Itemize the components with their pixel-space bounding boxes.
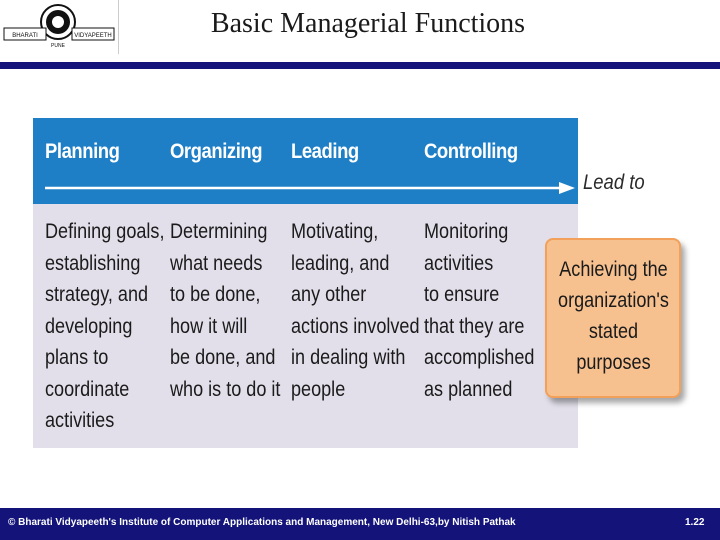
page-number: 1.22 (685, 517, 705, 528)
goal-box (545, 238, 681, 398)
lead-to-arrow (45, 182, 575, 194)
functions-header-band (33, 118, 578, 204)
goal-text (547, 254, 679, 378)
goal-text-content: Achieving the organization's stated purposes (557, 258, 669, 374)
function-desc-controlling: Monitoring activities to ensure that they are accomplished as planned (424, 220, 535, 401)
institute-logo (0, 0, 119, 54)
footer-copyright: © Bharati Vidyapeeth's Institute of Computer Applications and Management, New Delhi-63,by Nitish Pathak (8, 517, 516, 528)
logo-text-right: VIDYAPEETH (74, 33, 112, 39)
functions-description-band (33, 204, 578, 448)
function-title-leading: Leading (291, 140, 359, 163)
function-desc-leading: Motivating, leading, and any other actions involved in dealing with people (291, 220, 420, 401)
logo-text-bottom: PUNE (51, 43, 65, 49)
logo-text-left: BHARATI (12, 33, 38, 39)
function-title-planning: Planning (45, 140, 120, 163)
management-functions-figure (33, 118, 578, 448)
slide-footer (0, 508, 720, 540)
slide-header (0, 0, 720, 68)
function-title-organizing: Organizing (170, 140, 263, 163)
slide-title: Basic Managerial Functions (210, 8, 526, 39)
lead-to-label: Lead to (583, 171, 645, 194)
function-desc-organizing: Determining what needs to be done, how it will be done, and who is to do it (170, 220, 281, 401)
function-title-controlling: Controlling (424, 140, 518, 163)
header-divider (0, 62, 720, 69)
function-desc-planning: Defining goals, establishing strategy, and developing plans to coordinate activities (45, 220, 165, 432)
